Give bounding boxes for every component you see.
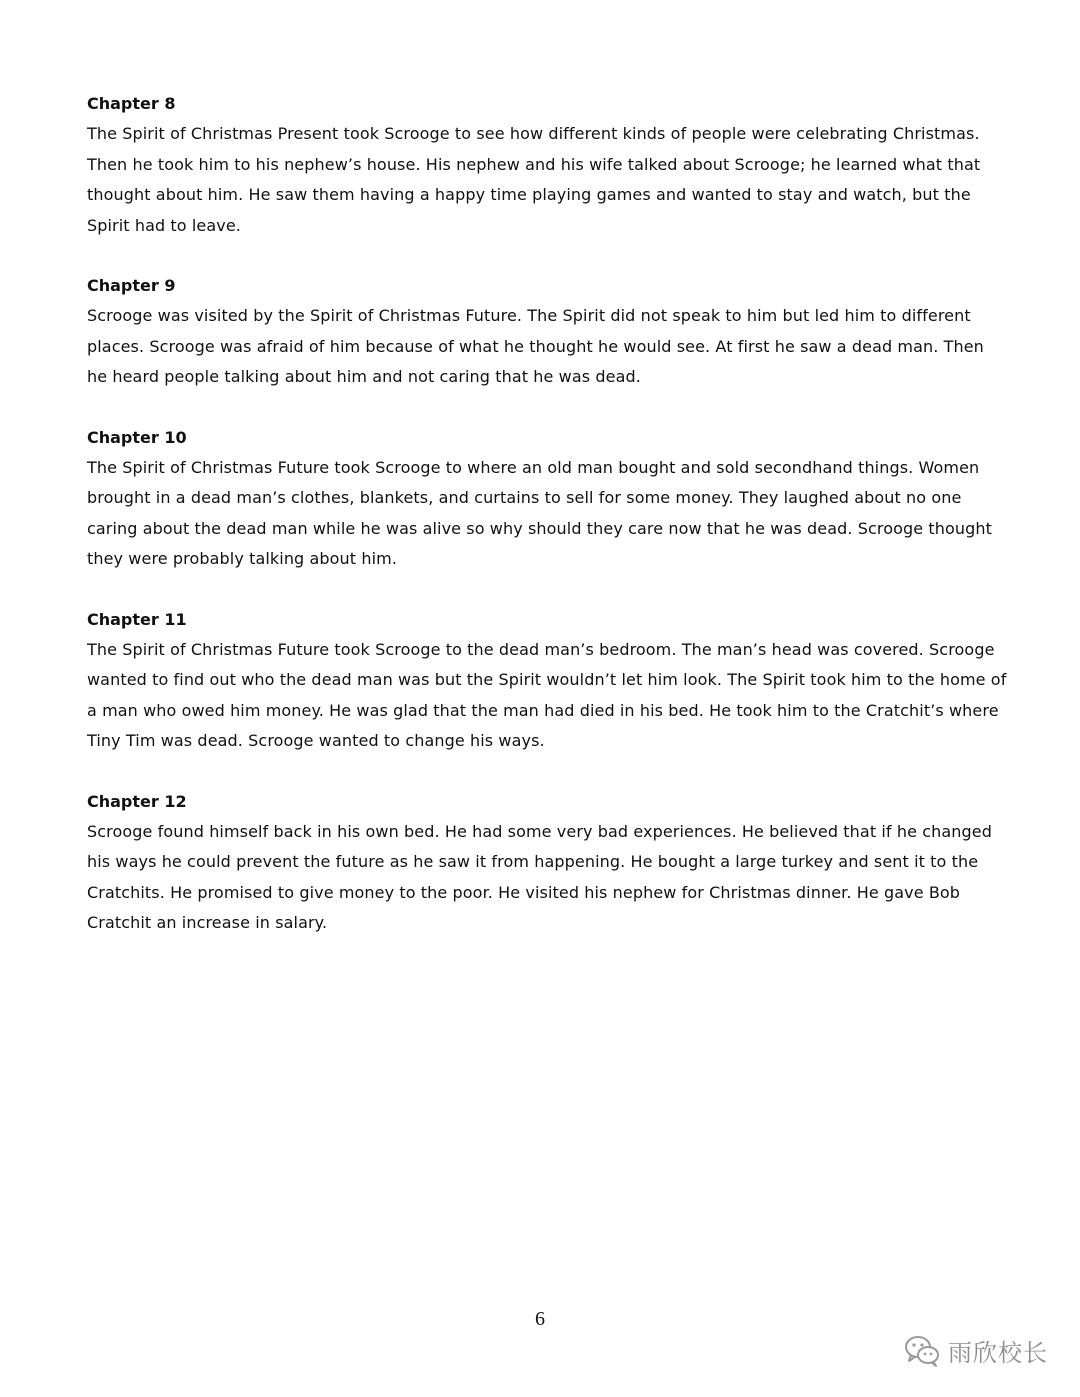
chapter-section [87,271,1007,393]
chapter-paragraph: The Spirit of Christmas Future took Scrooge to the dead man’s bedroom. The man’s head was covered. Scrooge wanted to find out who the dead man was but the Spirit wouldn’t let him look. The Spirit took him to the home of a man who owed him money. He was glad that the man had died in his bed. He took him to the Cratchit’s where Tiny Tim was dead. Scrooge wanted to change his ways. [87,639,1007,750]
chapter-section [87,89,1007,241]
watermark-text: 雨欣校长 [948,1338,1048,1367]
chapter-paragraph: The Spirit of Christmas Future took Scrooge to where an old man bought and sold secondhand things. Women brought in a dead man’s clothes, blankets, and curtains to sell for some money. They laughed about no one caring about the dead man while he was alive so why should they care now that he was dead. Scrooge thought they were probably talking about him. [87,457,992,568]
chapter-heading: Chapter 8 [87,94,176,113]
chapter-paragraph: The Spirit of Christmas Present took Scrooge to see how different kinds of people were celebrating Christmas. Then he took him to his nephew’s house. His nephew and his wife talked about Scrooge; he learned what that thought about him. He saw them having a happy time playing games and wanted to stay and watch, but the Spirit had to leave. [87,124,981,235]
chapter-heading: Chapter 11 [87,609,187,629]
watermark [902,1330,1048,1370]
chapter-paragraph: Scrooge was visited by the Spirit of Christmas Future. The Spirit did not speak to him but led him to different places. Scrooge was afraid of him because of what he thought he would see. At first he saw a dead man. Then he heard people talking about him and not caring that he was dead. [87,306,984,386]
document-content [87,89,1007,969]
chapter-paragraph: Scrooge found himself back in his own bed. He had some very bad experiences. He believed that if he changed his ways he could prevent the future as he saw it from happening. He bought a large turkey and sent it to the Cratchits. He promised to give money to the poor. He visited his nephew for Christmas dinner. He gave Bob Cratchit an increase in salary. [87,821,992,932]
chapter-section [87,787,1007,939]
page-number: 6 [535,1308,545,1330]
chapter-section [87,605,1007,757]
wechat-icon [902,1330,942,1370]
chapter-section [87,423,1007,575]
chapter-heading: Chapter 12 [87,791,187,811]
chapter-heading: Chapter 9 [87,276,176,295]
chapter-heading: Chapter 10 [87,427,187,447]
